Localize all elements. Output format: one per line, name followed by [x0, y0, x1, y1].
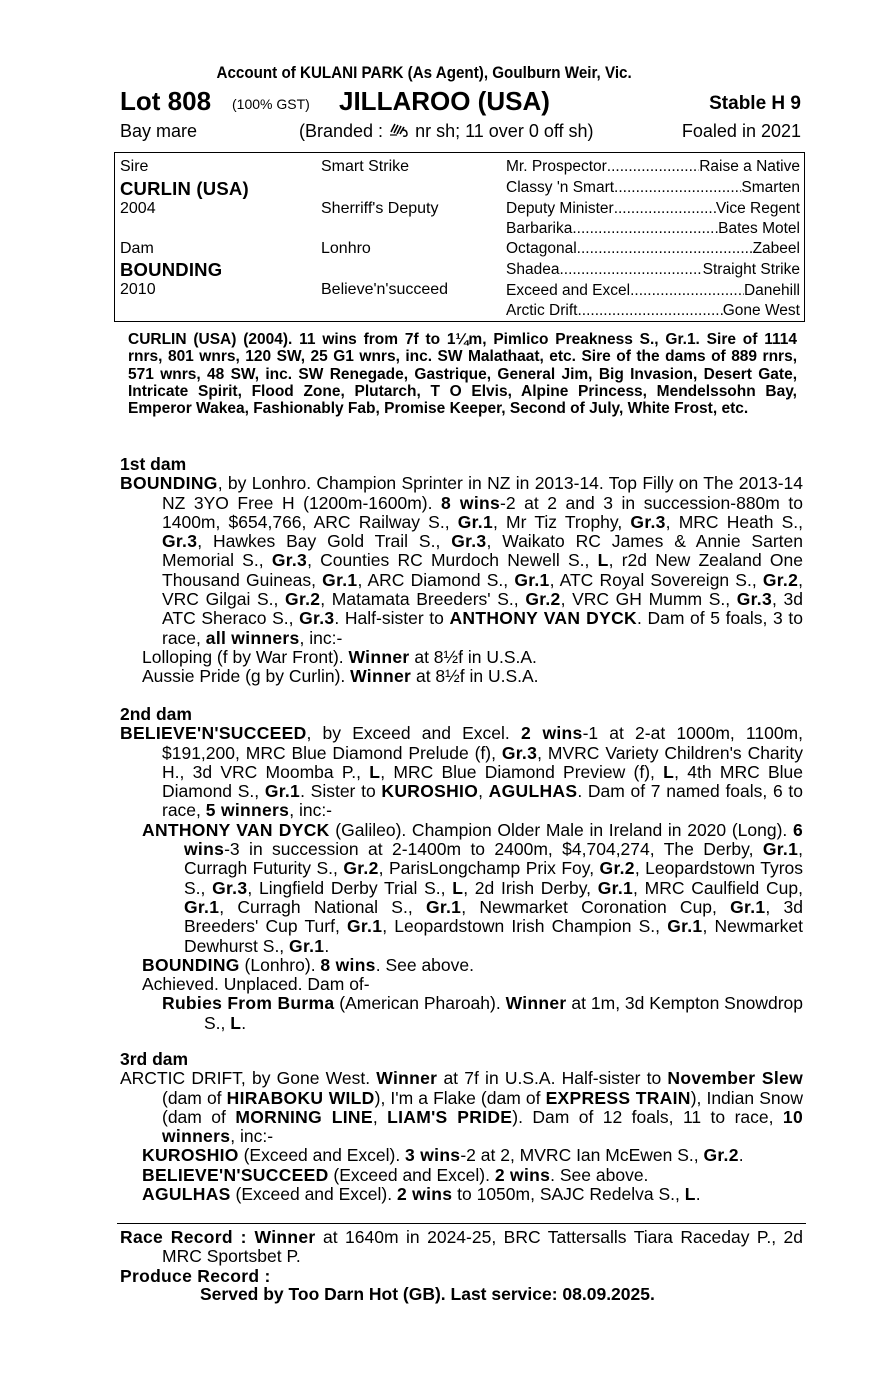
bold-run: Gr.1	[597, 877, 634, 898]
bold-run: Winner	[348, 646, 410, 667]
produce-record	[120, 1267, 803, 1286]
bold-run: 10 winners	[162, 1106, 803, 1147]
horse-name: JILLAROO (USA)	[339, 86, 550, 116]
bold-run: AGULHAS	[142, 1184, 231, 1205]
foaled-year: Foaled in 2021	[681, 121, 801, 141]
bold-run: Gr.1	[425, 896, 462, 917]
first-dam-section	[120, 455, 803, 687]
bold-run: Gr.3	[299, 608, 335, 629]
bold-run: Gr.1	[184, 896, 220, 917]
bold-run: Gr.2	[525, 589, 561, 610]
bold-run: Gr.3	[736, 589, 773, 610]
bold-run: Gr.2	[703, 1145, 739, 1166]
second-dam-section	[120, 705, 803, 1033]
dam-year: 2010	[120, 281, 156, 298]
g3-row: Arctic Drift ..... Gone West	[506, 302, 800, 320]
bold-run: HIRABOKU WILD	[226, 1087, 375, 1108]
bold-run: LIAM'S PRIDE	[387, 1106, 513, 1127]
bold-run: MORNING LINE	[235, 1106, 373, 1127]
bold-run: 8 wins	[441, 492, 501, 513]
g3-row: Mr. Prospector ..... Raise a Native	[506, 158, 800, 176]
bold-run: Gr.1	[667, 916, 703, 937]
bold-run: EXPRESS TRAIN	[545, 1087, 691, 1108]
gst-note: (100% GST)	[232, 96, 310, 112]
progeny-line: AGULHAS (Exceed and Excel). 2 wins to 1050m, SAJC Redelva S., L.	[142, 1184, 701, 1205]
bold-run: 2 wins	[494, 1164, 551, 1185]
bold-run: L	[452, 877, 464, 898]
second-dam-heading: 2nd dam	[120, 704, 192, 724]
progeny-line: KUROSHIO (Exceed and Excel). 3 wins-2 at 2, MVRC Ian McEwen S., Gr.2.	[142, 1145, 744, 1166]
bold-run: Produce Record :	[120, 1265, 271, 1286]
bold-run: Rubies From Burma	[162, 993, 335, 1014]
bold-run: L	[663, 761, 675, 782]
bold-run: Gr.3	[451, 531, 487, 552]
bold-run: 5 winners	[205, 800, 290, 821]
bold-run: L	[597, 550, 609, 571]
bold-run: Race Record : Winner	[120, 1227, 316, 1247]
bold-run: BOUNDING	[142, 954, 240, 975]
vendor-account-line: Account of KULANI PARK (As Agent), Goulburn Weir, Vic.	[216, 64, 632, 82]
bold-run: Gr.3	[212, 877, 248, 898]
progeny-line: BELIEVE'N'SUCCEED (Exceed and Excel). 2 wins. See above.	[142, 1164, 649, 1185]
stable-location: Stable H 9	[709, 93, 801, 114]
third-dam-heading: 3rd dam	[120, 1049, 189, 1069]
bold-run: ANTHONY VAN DYCK	[449, 608, 637, 629]
bold-run: AGULHAS	[488, 781, 578, 802]
g3-row: Barbarika ..... Bates Motel	[506, 220, 800, 238]
g3-row: Octagonal ..... Zabeel	[506, 240, 800, 258]
bold-run: Gr.2	[285, 589, 321, 610]
bold-run: Gr.2	[762, 569, 799, 590]
records-section	[120, 1228, 803, 1286]
bold-run: BOUNDING	[120, 473, 218, 494]
bold-run: 2 wins	[520, 723, 583, 744]
first-dam-paragraph: BOUNDING, by Lonhro. Champion Sprinter in NZ in 2013-14. Top Filly on The 2013-14 NZ 3YO Free H (1200m-1600m). 8 wins-2 at 2 and 3 in succession-880m to 1400m, $654,766, ARC Railway S., Gr.1, Mr Tiz Trophy, Gr.3, MRC Heath S., Gr.3, Hawkes Bay Gold Trail S., Gr.3, Waikato RC James & Annie Sarten Memorial S., Gr.3, Counties RC Murdoch Newell S., L, r2d New Zealand One Thousand Guineas, Gr.1, ARC Diamond S., Gr.1, ATC Royal Sovereign S., Gr.2, VRC Gilgai S., Gr.2, Matamata Breeders' S., Gr.2, VRC GH Mumm S., Gr.3, 3d ATC Sheraco S., Gr.3. Half-sister to ANTHONY VAN DYCK. Dam of 5 foals, 3 to race, all winners, inc:-	[120, 473, 804, 648]
sire-year: 2004	[120, 200, 156, 217]
second-dam-paragraph: BELIEVE'N'SUCCEED, by Exceed and Excel. 2 wins-1 at 2-at 1000m, 1100m, $191,200, MRC Blue Diamond Prelude (f), Gr.3, MVRC Variety Children's Charity H., 3d VRC Moomba P., L, MRC Blue Diamond Preview (f), L, 4th MRC Blue Diamond S., Gr.1. Sister to KUROSHIO, AGULHAS. Dam of 7 named foals, 6 to race, 5 winners, inc:-	[120, 723, 804, 821]
bold-run: L	[684, 1184, 696, 1205]
bold-run: Gr.3	[630, 511, 666, 532]
bold-run: Gr.2	[343, 858, 379, 879]
bold-run: Gr.3	[501, 742, 538, 763]
g3-row: Exceed and Excel ..... Danehill	[506, 282, 800, 300]
bold-run: Gr.1	[322, 569, 358, 590]
bold-run: 3 wins	[405, 1145, 461, 1166]
progeny-line: Lolloping (f by War Front). Winner at 8½f in U.S.A.	[142, 646, 537, 667]
progeny-bounding: BOUNDING (Lonhro). 8 wins. See above.	[142, 954, 474, 975]
g3-row: Shadea ..... Straight Strike	[506, 261, 800, 279]
bold-run: KUROSHIO	[142, 1145, 239, 1166]
dam-name: BOUNDING	[120, 259, 223, 280]
bold-run: 6 wins	[184, 819, 803, 860]
bold-run: BELIEVE'N'SUCCEED	[142, 1164, 329, 1185]
third-dam-paragraph: ARCTIC DRIFT, by Gone West. Winner at 7f in U.S.A. Half-sister to November Slew (dam of HIRABOKU WILD), I'm a Flake (dam of EXPRESS TRAIN), Indian Snow (dam of MORNING LINE, LIAM'S PRIDE). Dam of 12 foals, 11 to race, 10 winners, inc:-	[120, 1068, 803, 1147]
bold-run: Winner	[350, 666, 412, 687]
progeny-line: Aussie Pride (g by Curlin). Winner at 8½f in U.S.A.	[142, 666, 539, 687]
bold-run: Gr.1	[264, 781, 301, 802]
pedigree-table	[114, 152, 805, 322]
sire-name: CURLIN (USA)	[120, 178, 249, 199]
progeny-anthony-van-dyck: ANTHONY VAN DYCK (Galileo). Champion Older Male in Ireland in 2020 (Long). 6 wins-3 in succession at 2-1400m to 2400m, $4,704,274, The Derby, Gr.1, Curragh Futurity S., Gr.2, ParisLongchamp Prix Foy, Gr.2, Leopardstown Tyros S., Gr.3, Lingfield Derby Trial S., L, 2d Irish Derby, Gr.1, MRC Caulfield Cup, Gr.1, Curragh National S., Gr.1, Newmarket Coronation Cup, Gr.1, 3d Breeders' Cup Turf, Gr.1, Leopardstown Irish Champion S., Gr.1, Newmarket Dewhurst S., Gr.1.	[142, 819, 804, 956]
sire-label: Sire	[120, 158, 149, 175]
bold-run: Gr.1	[762, 839, 799, 860]
divider	[117, 1223, 806, 1224]
served-by: Served by Too Darn Hot (GB). Last service: 08.09.2025.	[200, 1284, 655, 1304]
brand-mark-icon	[388, 122, 410, 138]
lot-number: Lot 808	[120, 86, 212, 116]
brand-description	[299, 121, 594, 142]
bold-run: November Slew	[667, 1068, 803, 1089]
bold-run: Gr.3	[162, 531, 198, 552]
dam-label: Dam	[120, 240, 154, 257]
progeny-achieved: Achieved. Unplaced. Dam of-	[142, 974, 370, 995]
bold-run: ANTHONY VAN DYCK	[142, 819, 330, 840]
bold-run: BELIEVE'N'SUCCEED	[120, 723, 307, 744]
race-record: Race Record : Winner at 1640m in 2024-25, BRC Tattersalls Tiara Raceday P., 2d MRC Sportsbet P.	[120, 1227, 803, 1267]
brand-prefix: (Branded :	[299, 121, 384, 141]
bold-run: Gr.3	[271, 550, 308, 571]
bold-run: Gr.2	[599, 858, 635, 879]
bold-run: Gr.1	[730, 896, 766, 917]
bold-run: 2 wins	[396, 1184, 453, 1205]
sire-summary: CURLIN (USA) (2004). 11 wins from 7f to 1¼m, Pimlico Preakness S., Gr.1. Sire of 1114 rnrs, 801 wnrs, 120 SW, 25 G1 wnrs, inc. SW Malathaat, etc. Sire of the dams of 889 rnrs, 571 wnrs, 48 SW, inc. SW Renegade, Gastrique, General Jim, Big Invasion, Desert Gate, Intricate Spirit, Flood Zone, Plutarch, T O Elvis, Alpine Princess, Mendelssohn Bay, Emperor Wakea, Fashionably Fab, Promise Keeper, Second of July, White Frost, etc.	[128, 331, 797, 418]
dam-dam: Believe'n'succeed	[321, 281, 449, 298]
bold-run: Winner	[505, 993, 567, 1014]
third-dam-section	[120, 1050, 803, 1204]
sire-dam: Sherriff's Deputy	[321, 200, 439, 217]
bold-run: Gr.1	[514, 569, 550, 590]
dam-sire: Lonhro	[321, 240, 371, 257]
bold-run: Gr.1	[347, 916, 383, 937]
bold-run: L	[230, 1012, 242, 1033]
progeny-rubies-from-burma: Rubies From Burma (American Pharoah). Winner at 1m, 3d Kempton Snowdrop S., L.	[162, 993, 803, 1033]
bold-run: L	[369, 761, 381, 782]
bold-run: all winners	[205, 627, 300, 648]
bold-run: Gr.1	[289, 935, 325, 956]
bold-run: 8 wins	[320, 954, 376, 975]
bold-run: Winner	[376, 1068, 438, 1089]
first-dam-heading: 1st dam	[120, 454, 187, 474]
brand-suffix: nr sh; 11 over 0 off sh)	[415, 121, 594, 141]
bold-run: KUROSHIO	[381, 781, 479, 802]
g3-row: Classy 'n Smart ..... Smarten	[506, 179, 800, 197]
sire-sire: Smart Strike	[321, 158, 410, 175]
bold-run: Gr.1	[457, 511, 494, 532]
horse-sex-colour: Bay mare	[120, 121, 198, 141]
g3-row: Deputy Minister ..... Vice Regent	[506, 200, 800, 218]
